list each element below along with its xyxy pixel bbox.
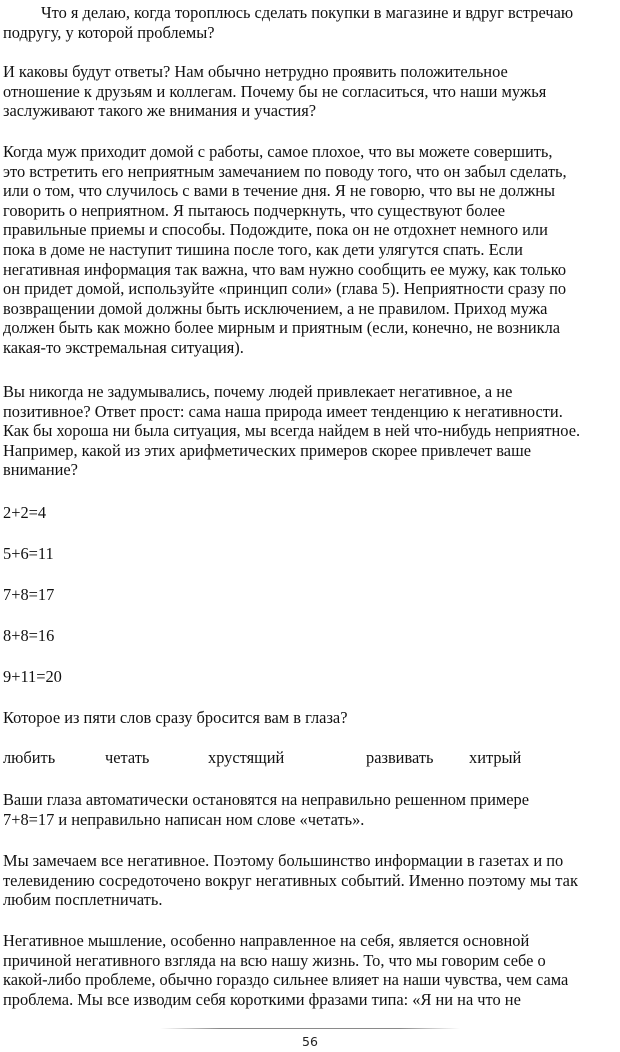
word-item: хрустящий bbox=[208, 748, 285, 767]
text-line: подругу, у которой проблемы? bbox=[3, 22, 215, 42]
paragraph-4 bbox=[3, 382, 619, 480]
text-line: какой-либо проблеме, обычно гораздо сильнее влияет на наши чувства, чем сама bbox=[3, 970, 569, 990]
text-line: проблема. Мы все изводим себя короткими фразами типа: «Я ни на что не bbox=[3, 989, 521, 1009]
text-line: Мы замечаем все негативное. Поэтому большинство информации в газетах и по bbox=[3, 851, 564, 870]
text-line: позитивное? Ответ прост: сама наша природа имеет тенденцию к негативности. bbox=[3, 401, 563, 421]
text-line: Ваши глаза автоматически остановятся на неправильно решенном примере bbox=[3, 790, 530, 809]
text-line: причиной негативного взгляда на всю нашу жизнь. То, что мы говорим себе о bbox=[3, 950, 546, 970]
word-item: любить bbox=[3, 748, 56, 767]
text-line: Когда муж приходит домой с работы, самое плохое, что вы можете совершить, bbox=[3, 142, 553, 161]
word-item: четать bbox=[105, 748, 150, 767]
arithmetic-example: 8+8=16 bbox=[3, 626, 55, 645]
paragraph-6 bbox=[3, 790, 619, 829]
text-line: заслуживают такого же внимания и участия? bbox=[3, 101, 317, 121]
arithmetic-example: 5+6=11 bbox=[3, 544, 54, 563]
text-line: он придет домой, используйте «принцип соли» (глава 5). Неприятности сразу по bbox=[3, 279, 567, 299]
text-line: И каковы будут ответы? Нам обычно нетрудно проявить положительное bbox=[3, 62, 508, 81]
word-item: развивать bbox=[366, 748, 434, 767]
text-line: 7+8=17 и неправильно написан ном слове «четать». bbox=[3, 809, 365, 829]
footer-divider bbox=[160, 1028, 460, 1029]
page-number: 56 bbox=[302, 1034, 318, 1049]
text-line: Вы никогда не задумывались, почему людей привлекает негативное, а не bbox=[3, 382, 513, 401]
text-line: внимание? bbox=[3, 460, 78, 480]
paragraph-8 bbox=[3, 931, 619, 1009]
text-line: должен быть как можно более мирным и приятным (если, конечно, не возникла bbox=[3, 318, 561, 338]
paragraph-3 bbox=[3, 142, 619, 358]
paragraph-7 bbox=[3, 851, 619, 910]
text-line: говорить о неприятном. Я пытаюсь подчеркнуть, что существуют более bbox=[3, 200, 506, 220]
text-line: отношение к друзьям и коллегам. Почему бы не согласиться, что наши мужья bbox=[3, 81, 547, 101]
text-line: пока в доме не наступит тишина после того, как дети улягутся спать. Если bbox=[3, 239, 523, 259]
arithmetic-example: 9+11=20 bbox=[3, 667, 62, 686]
text-line: Что я делаю, когда тороплюсь сделать покупки в магазине и вдруг встречаю bbox=[41, 3, 574, 22]
paragraph-5 bbox=[3, 708, 619, 728]
text-line: любим посплетничать. bbox=[3, 890, 163, 910]
text-line: телевидению сосредоточено вокруг негативных событий. Именно поэтому мы так bbox=[3, 870, 578, 890]
word-item: хитрый bbox=[469, 748, 522, 767]
text-line: Которое из пяти слов сразу бросится вам в глаза? bbox=[3, 708, 348, 727]
arithmetic-example: 7+8=17 bbox=[3, 585, 55, 604]
text-line: это встретить его неприятным замечанием по поводу того, что он забыл сделать, bbox=[3, 161, 567, 181]
paragraph-1 bbox=[3, 3, 619, 42]
text-line: Например, какой из этих арифметических примеров скорее привлечет ваше bbox=[3, 440, 531, 460]
text-line: Как бы хороша ни была ситуация, мы всегда найдем в ней что-нибудь неприятное. bbox=[3, 421, 581, 441]
paragraph-2 bbox=[3, 62, 619, 121]
arithmetic-example: 2+2=4 bbox=[3, 503, 47, 522]
text-line: или о том, что случилось с вами в течение дня. Я не говорю, что вы не должны bbox=[3, 181, 556, 201]
text-line: какая-то экстремальная ситуация). bbox=[3, 337, 244, 357]
text-line: негативная информация так важна, что вам нужно сообщить ее мужу, как только bbox=[3, 259, 567, 279]
text-line: правильные приемы и способы. Подождите, пока он не отдохнет немного или bbox=[3, 220, 548, 240]
text-line: Негативное мышление, особенно направленное на себя, является основной bbox=[3, 931, 530, 950]
text-line: возвращении домой должны быть исключением, а не правилом. Приход мужа bbox=[3, 298, 548, 318]
